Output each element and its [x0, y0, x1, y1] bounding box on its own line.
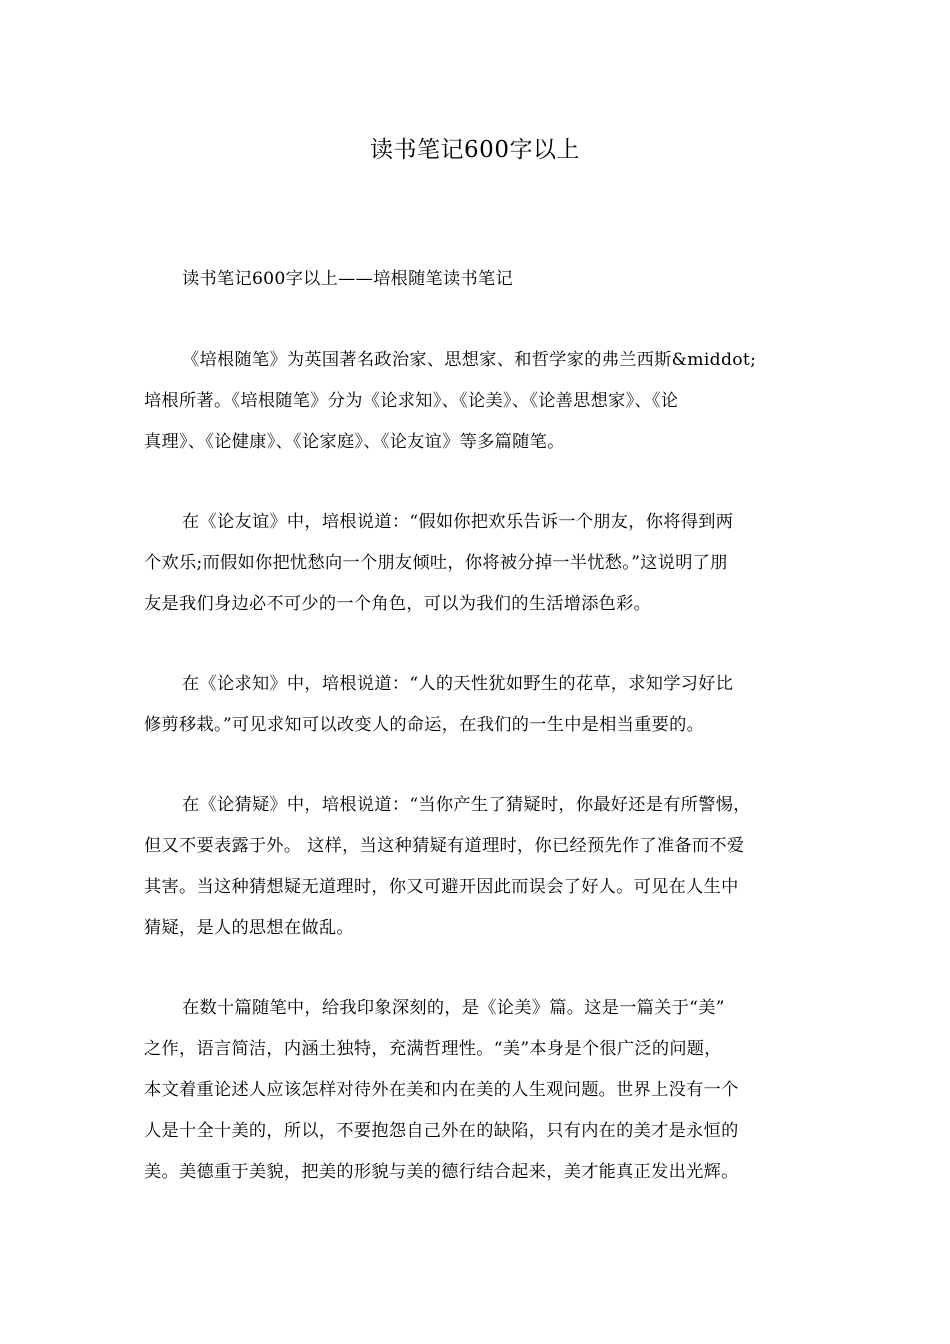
- paragraph-line: 其害。当这种猜想疑无道理时，你又可避开因此而误会了好人。可见在人生中: [144, 877, 739, 897]
- paragraph-beauty: [144, 988, 808, 1193]
- paragraph-line: 个欢乐;而假如你把忧愁向一个朋友倾吐，你将被分掉一半忧愁。”这说明了朋: [144, 553, 728, 573]
- paragraph-line: 美。美德重于美貌，把美的形貌与美的德行结合起来，美才能真正发出光辉。: [144, 1162, 739, 1182]
- paragraph-line: 在《论猜疑》中，培根说道：“当你产生了猜疑时，你最好还是有所警惕，: [182, 795, 751, 815]
- paragraph-line: 本文着重论述人应该怎样对待外在美和内在美的人生观问题。世界上没有一个: [144, 1080, 739, 1100]
- paragraph-subtitle: [144, 259, 808, 300]
- paragraph-line: 在《论求知》中，培根说道：“人的天性犹如野生的花草，求知学习好比: [182, 674, 734, 694]
- paragraph-line: 《培根随笔》为英国著名政治家、思想家、和哲学家的弗兰西斯&middot;: [182, 350, 757, 370]
- paragraph-suspicion: [144, 785, 808, 949]
- paragraph-line: 人是十全十美的，所以，不要抱怨自己外在的缺陷，只有内在的美才是永恒的: [144, 1121, 739, 1141]
- paragraph-line: 在《论友谊》中，培根说道：“假如你把欢乐告诉一个朋友，你将得到两: [182, 512, 734, 532]
- paragraph-intro: [144, 340, 808, 463]
- paragraph-line: 友是我们身边必不可少的一个角色，可以为我们的生活增添色彩。: [144, 594, 652, 614]
- document-title: 读书笔记600字以上: [370, 137, 580, 163]
- paragraph-line: 真理》、《论健康》、《论家庭》、《论友谊》等多篇随笔。: [144, 432, 565, 452]
- paragraph-friendship: [144, 502, 808, 625]
- paragraph-line: 在数十篇随笔中，给我印象深刻的，是《论美》篇。这是一篇关于“美”: [182, 998, 725, 1018]
- paragraph-learning: [144, 664, 808, 746]
- paragraph-line: 但又不要表露于外。 这样，当这种猜疑有道理时，你已经预先作了准备而不爱: [144, 836, 745, 856]
- paragraph-line: 修剪移栽。”可见求知可以改变人的命运，在我们的一生中是相当重要的。: [144, 715, 705, 735]
- paragraph-line: 读书笔记600字以上——培根随笔读书笔记: [182, 269, 513, 289]
- paragraph-line: 培根所著。《培根随笔》分为《论求知》、《论美》、《论善思想家》、《论: [144, 391, 679, 411]
- paragraph-line: 之作，语言简洁，内涵土独特，充满哲理性。“美”本身是个很广泛的问题，: [144, 1039, 722, 1059]
- paragraph-line: 猜疑，是人的思想在做乱。: [144, 918, 354, 938]
